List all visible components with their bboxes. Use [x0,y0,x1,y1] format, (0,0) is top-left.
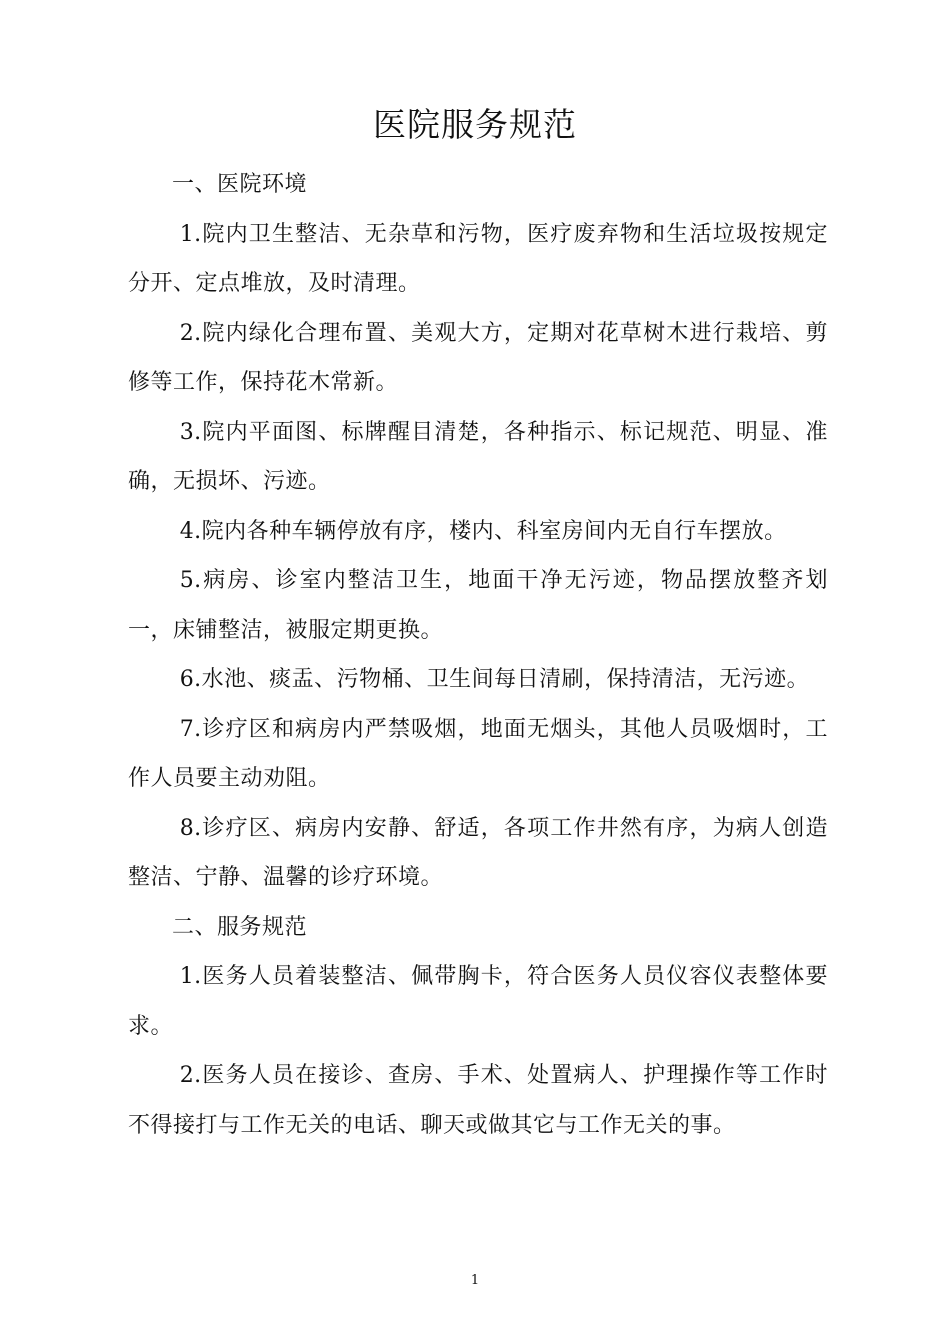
section-item: 5.病房、诊室内整洁卫生，地面干净无污迹，物品摆放整齐划一，床铺整洁，被服定期更换。 [128,568,828,643]
section-item: 7.诊疗区和病房内严禁吸烟，地面无烟头，其他人员吸烟时，工作人员要主动劝阻。 [128,716,828,791]
section-item: 4.院内各种车辆停放有序，楼内、科室房间内无自行车摆放。 [179,518,787,544]
section-heading: 二、服务规范 [172,914,308,940]
document-title: 医院服务规范 [373,105,577,144]
section-item: 1.医务人员着装整洁、佩带胸卡，符合医务人员仪容仪表整体要求。 [128,964,828,1039]
section-item: 8.诊疗区、病房内安静、舒适，各项工作井然有序，为病人创造整洁、宁静、温馨的诊疗环境。 [128,815,828,890]
section-item: 6.水池、痰盂、污物桶、卫生间每日清刷，保持清洁，无污迹。 [179,667,810,692]
section-heading: 一、医院环境 [172,172,308,197]
document-body [128,160,828,1150]
section-item: 2.医务人员在接诊、查房、手术、处置病人、护理操作等工作时不得接打与工作无关的电话、聊天或做其它与工作无关的事。 [128,1063,828,1138]
section-item: 1.院内卫生整洁、无杂草和污物，医疗废弃物和生活垃圾按规定分开、定点堆放，及时清理。 [128,221,828,296]
page-number: 1 [470,1273,480,1288]
section-item: 3.院内平面图、标牌醒目清楚，各种指示、标记规范、明显、准确，无损坏、污迹。 [128,419,828,494]
section-item: 2.院内绿化合理布置、美观大方，定期对花草树木进行栽培、剪修等工作，保持花木常新。 [128,320,828,395]
